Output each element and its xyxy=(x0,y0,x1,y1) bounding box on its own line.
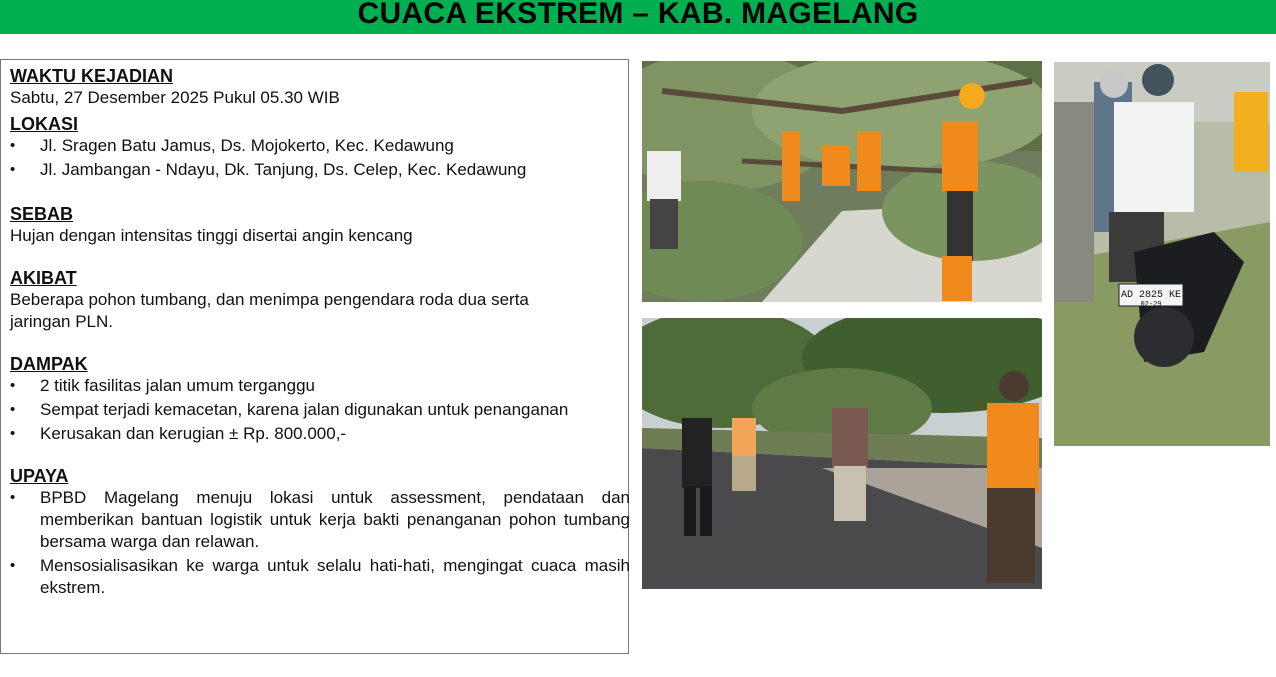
upaya-list xyxy=(10,487,630,599)
list-item: • BPBD Magelang menuju lokasi untuk assessment, pendataan dan memberikan bantuan logistik untuk kerja bakti penanganan pohon tumbang bersama warga dan relawan. xyxy=(10,487,630,553)
plate-subtext: 02-29 xyxy=(1140,301,1162,309)
report-info-panel xyxy=(0,59,629,654)
list-item: • 2 titik fasilitas jalan umum terganggu xyxy=(10,375,628,397)
dampak-heading: DAMPAK xyxy=(10,354,88,374)
lokasi-list xyxy=(10,135,628,181)
lokasi-heading: LOKASI xyxy=(10,114,79,134)
akibat-heading: AKIBAT xyxy=(10,268,77,288)
upaya-heading: UPAYA xyxy=(10,466,69,486)
list-item: • Jl. Sragen Batu Jamus, Ds. Mojokerto, Kec. Kedawung xyxy=(10,135,628,157)
plate-text: AD 2825 KE xyxy=(1120,290,1182,301)
title-banner xyxy=(0,0,1276,34)
photo-road-clearing xyxy=(642,318,1042,589)
waktu-text: Sabtu, 27 Desember 2025 Pukul 05.30 WIB xyxy=(10,88,340,107)
list-item: • Mensosialisasikan ke warga untuk selalu hati-hati, mengingat cuaca masih ekstrem. xyxy=(10,555,630,599)
akibat-text: Beberapa pohon tumbang, dan menimpa pengendara roda dua serta jaringan PLN. xyxy=(10,290,529,331)
sebab-text: Hujan dengan intensitas tinggi disertai angin kencang xyxy=(10,226,413,245)
page-title: CUACA EKSTREM – KAB. MAGELANG xyxy=(357,0,919,30)
list-item: • Kerusakan dan kerugian ± Rp. 800.000,- xyxy=(10,423,628,445)
list-item: • Jl. Jambangan - Ndayu, Dk. Tanjung, Ds. Celep, Kec. Kedawung xyxy=(10,159,628,181)
list-item: • Sempat terjadi kemacetan, karena jalan digunakan untuk penanganan xyxy=(10,399,628,421)
sebab-heading: SEBAB xyxy=(10,204,74,224)
waktu-heading: WAKTU KEJADIAN xyxy=(10,66,174,86)
dampak-list xyxy=(10,375,628,445)
photo-fallen-tree-clearing xyxy=(642,61,1042,302)
photo-damaged-motorcycle xyxy=(1054,62,1270,446)
